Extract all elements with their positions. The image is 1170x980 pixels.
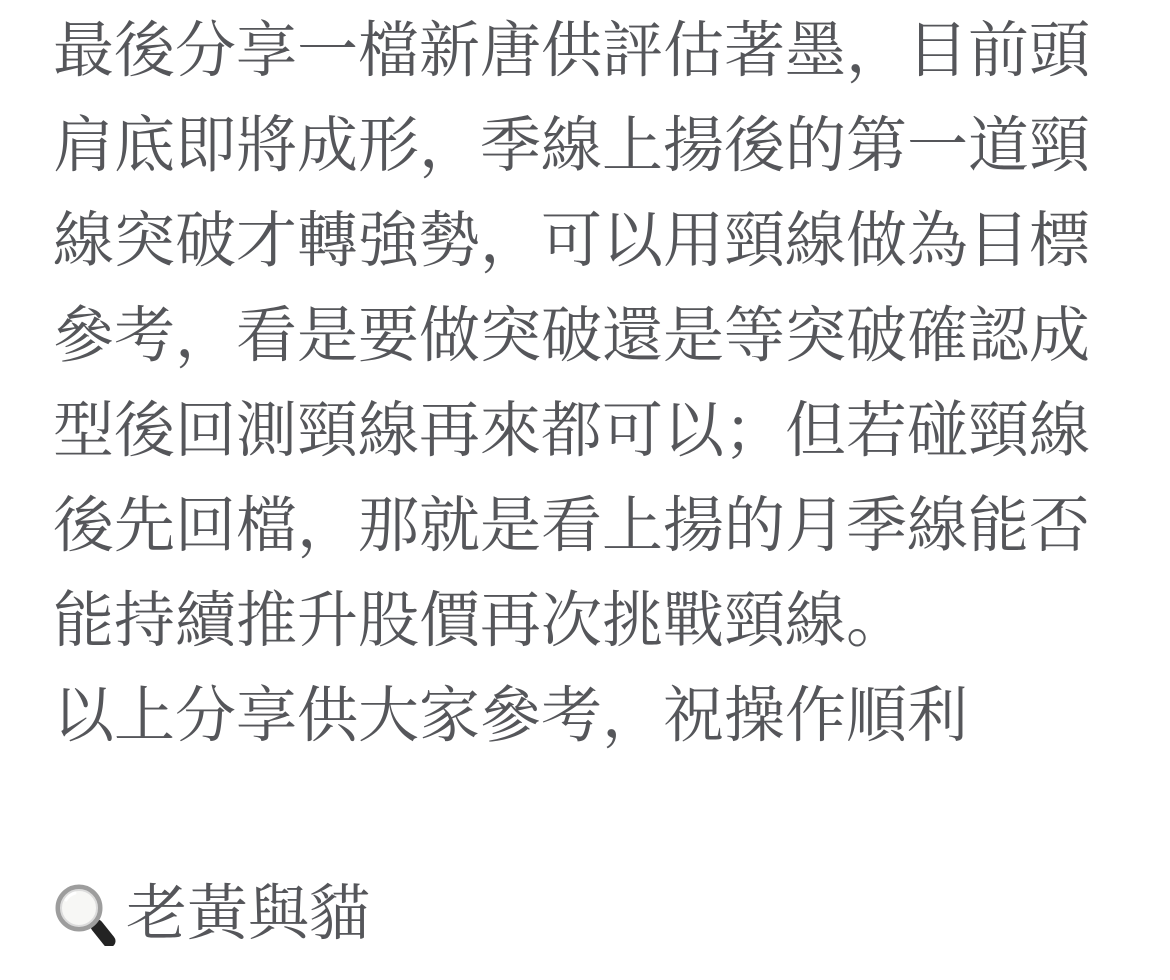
post-text-line: 能持續推升股價再次挑戰頸線。 — [53, 586, 908, 654]
post-text-line: 最後分享一檔新唐供評估著墨，目前頭 — [53, 16, 1091, 84]
author-signature — [53, 866, 1170, 961]
post-text-line: 以上分享供大家參考，祝操作順利 — [53, 681, 969, 749]
post-text-line: 參考，看是要做突破還是等突破確認成 — [53, 301, 1091, 369]
post-text-line: 型後回測頸線再來都可以；但若碰頸線 — [53, 396, 1091, 464]
author-name: 老黃與貓 — [126, 879, 371, 947]
post-text-line: 肩底即將成形，季線上揚後的第一道頸 — [53, 111, 1091, 179]
magnifying-glass-icon — [53, 882, 117, 946]
post-text-line: 後先回檔，那就是看上揚的月季線能否 — [53, 491, 1091, 559]
post-text — [53, 3, 1170, 763]
post-text-line: 線突破才轉強勢，可以用頸線做為目標 — [53, 206, 1091, 274]
